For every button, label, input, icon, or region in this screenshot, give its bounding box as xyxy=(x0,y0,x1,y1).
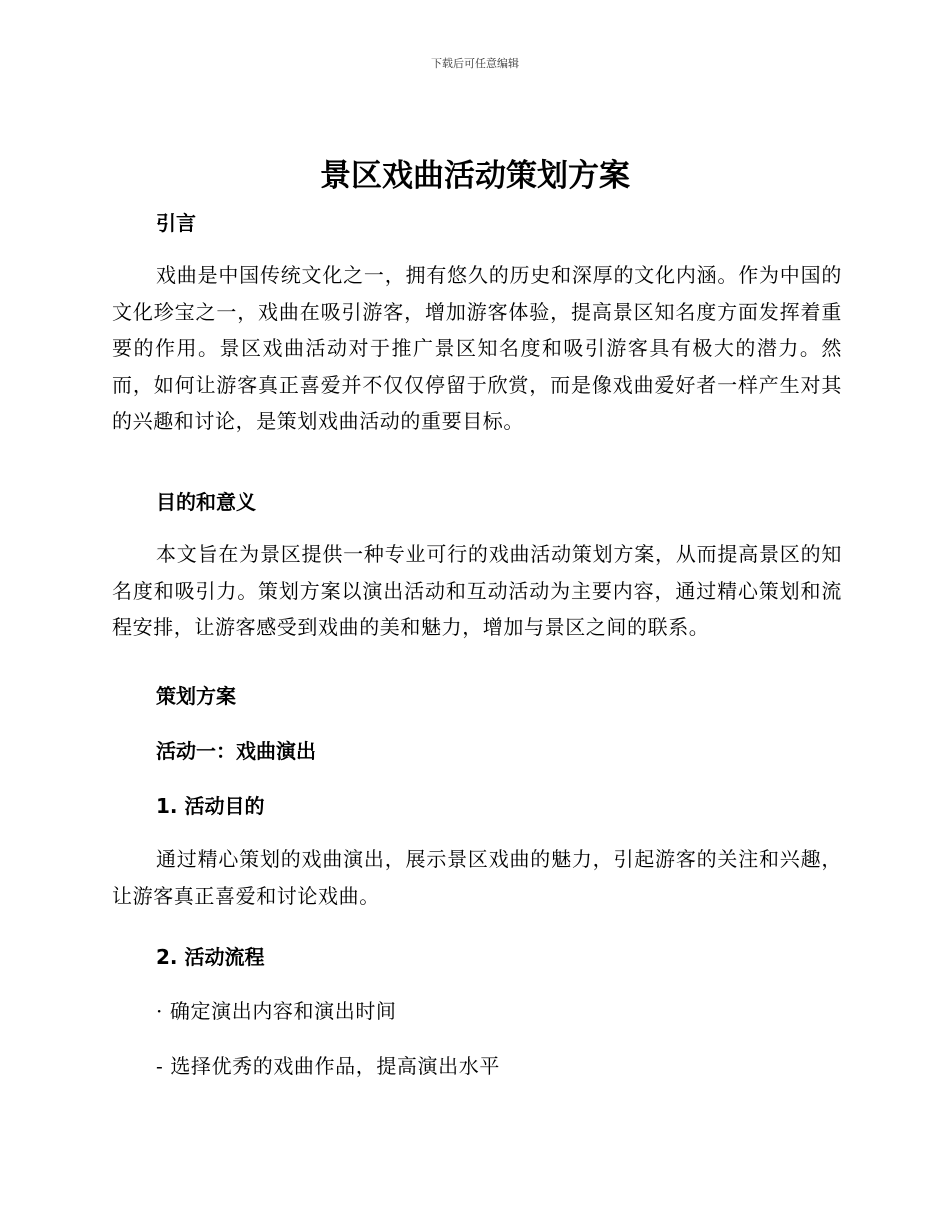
paragraph-goal: 通过精心策划的戏曲演出，展示景区戏曲的魅力，引起游客的关注和兴趣，让游客真正喜爱和讨论戏曲。 xyxy=(112,847,842,908)
header-note: 下载后可任意编辑 xyxy=(431,57,519,70)
section-heading-activity1: 活动一：戏曲演出 xyxy=(156,739,316,763)
subheading-process: 2. 活动流程 xyxy=(156,945,265,969)
paragraph-intro: 戏曲是中国传统文化之一，拥有悠久的历史和深厚的文化内涵。作为中国的文化珍宝之一，戏曲在吸引游客，增加游客体验，提高景区知名度方面发挥着重要的作用。景区戏曲活动对于推广景区知名度和吸引游客具有极大的潜力。然而，如何让游客真正喜爱并不仅仅停留于欣赏，而是像戏曲爱好者一样产生对其的兴趣和讨论，是策划戏曲活动的重要目标。 xyxy=(112,263,842,433)
section-heading-intro: 引言 xyxy=(156,211,196,235)
section-heading-purpose: 目的和意义 xyxy=(156,490,256,514)
list-item-bullet: · 确定演出内容和演出时间 xyxy=(156,999,397,1023)
list-item-dash: - 选择优秀的戏曲作品，提高演出水平 xyxy=(156,1054,500,1078)
paragraph-purpose: 本文旨在为景区提供一种专业可行的戏曲活动策划方案，从而提高景区的知名度和吸引力。策划方案以演出活动和互动活动为主要内容，通过精心策划和流程安排，让游客感受到戏曲的美和魅力，增加与景区之间的联系。 xyxy=(112,542,842,639)
section-heading-plan: 策划方案 xyxy=(156,684,236,708)
subheading-goal: 1. 活动目的 xyxy=(156,794,265,818)
document-title: 景区戏曲活动策划方案 xyxy=(320,158,630,194)
